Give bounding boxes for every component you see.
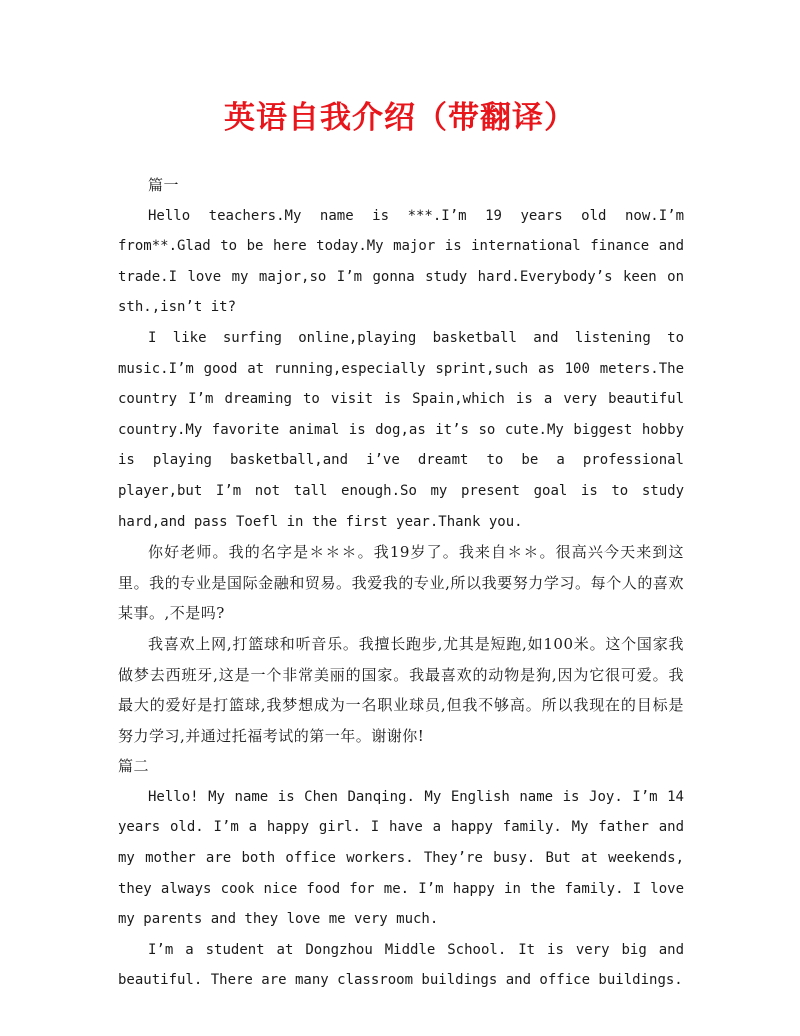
paragraph-translation: 你好老师。我的名字是＊＊＊。我19岁了。我来自＊＊。很高兴今天来到这里。我的专业是国际金融和贸易。我爱我的专业,所以我要努力学习。每个人的喜欢某事。,不是吗? — [118, 543, 684, 623]
paragraph-translation: 我喜欢上网,打篮球和听音乐。我擅长跑步,尤其是短跑,如100米。这个国家我做梦去西班牙,这是一个非常美丽的国家。我最喜欢的动物是狗,因为它很可爱。我最大的爱好是打篮球,我梦想成为一名职业球员,但我不够高。所以我现在的目标是努力学习,并通过托福考试的第一年。谢谢你! — [118, 634, 684, 745]
document-title: 英语自我介绍（带翻译） — [224, 100, 576, 136]
paragraph: Hello teachers.My name is ***.I’m 19 years old now.I’m from**.Glad to be here today.My major is international finance and trade.I love my major,so I’m gonna study hard.Everybody’s keen on sth.,isn’t it? — [118, 207, 684, 316]
paragraph: I like surfing online,playing basketball and listening to music.I’m good at running,especially sprint,such as 100 meters.The country I’m dreaming to visit is Spain,which is a very beautiful country.My favorite animal is dog,as it’s so cute.My biggest hobby is playing basketball,and i’ve dreamt to be a professional player,but I’m not tall enough.So my present goal is to study hard,and pass Toefl in the first year.Thank you. — [118, 329, 684, 530]
paragraph: I’m a student at Dongzhou Middle School. It is very big and beautiful. There are many classroom buildings and office buildings. — [118, 941, 684, 989]
document-body — [118, 170, 684, 996]
section-heading: 篇二 — [118, 757, 150, 776]
section-heading: 篇一 — [148, 176, 180, 194]
paragraph: Hello! My name is Chen Danqing. My English name is Joy. I’m 14 years old. I’m a happy girl. I have a happy family. My father and my mother are both office workers. They’re busy. But at weekends, they always cook nice food for me. I’m happy in the family. I love my parents and they love me very much. — [118, 788, 684, 928]
